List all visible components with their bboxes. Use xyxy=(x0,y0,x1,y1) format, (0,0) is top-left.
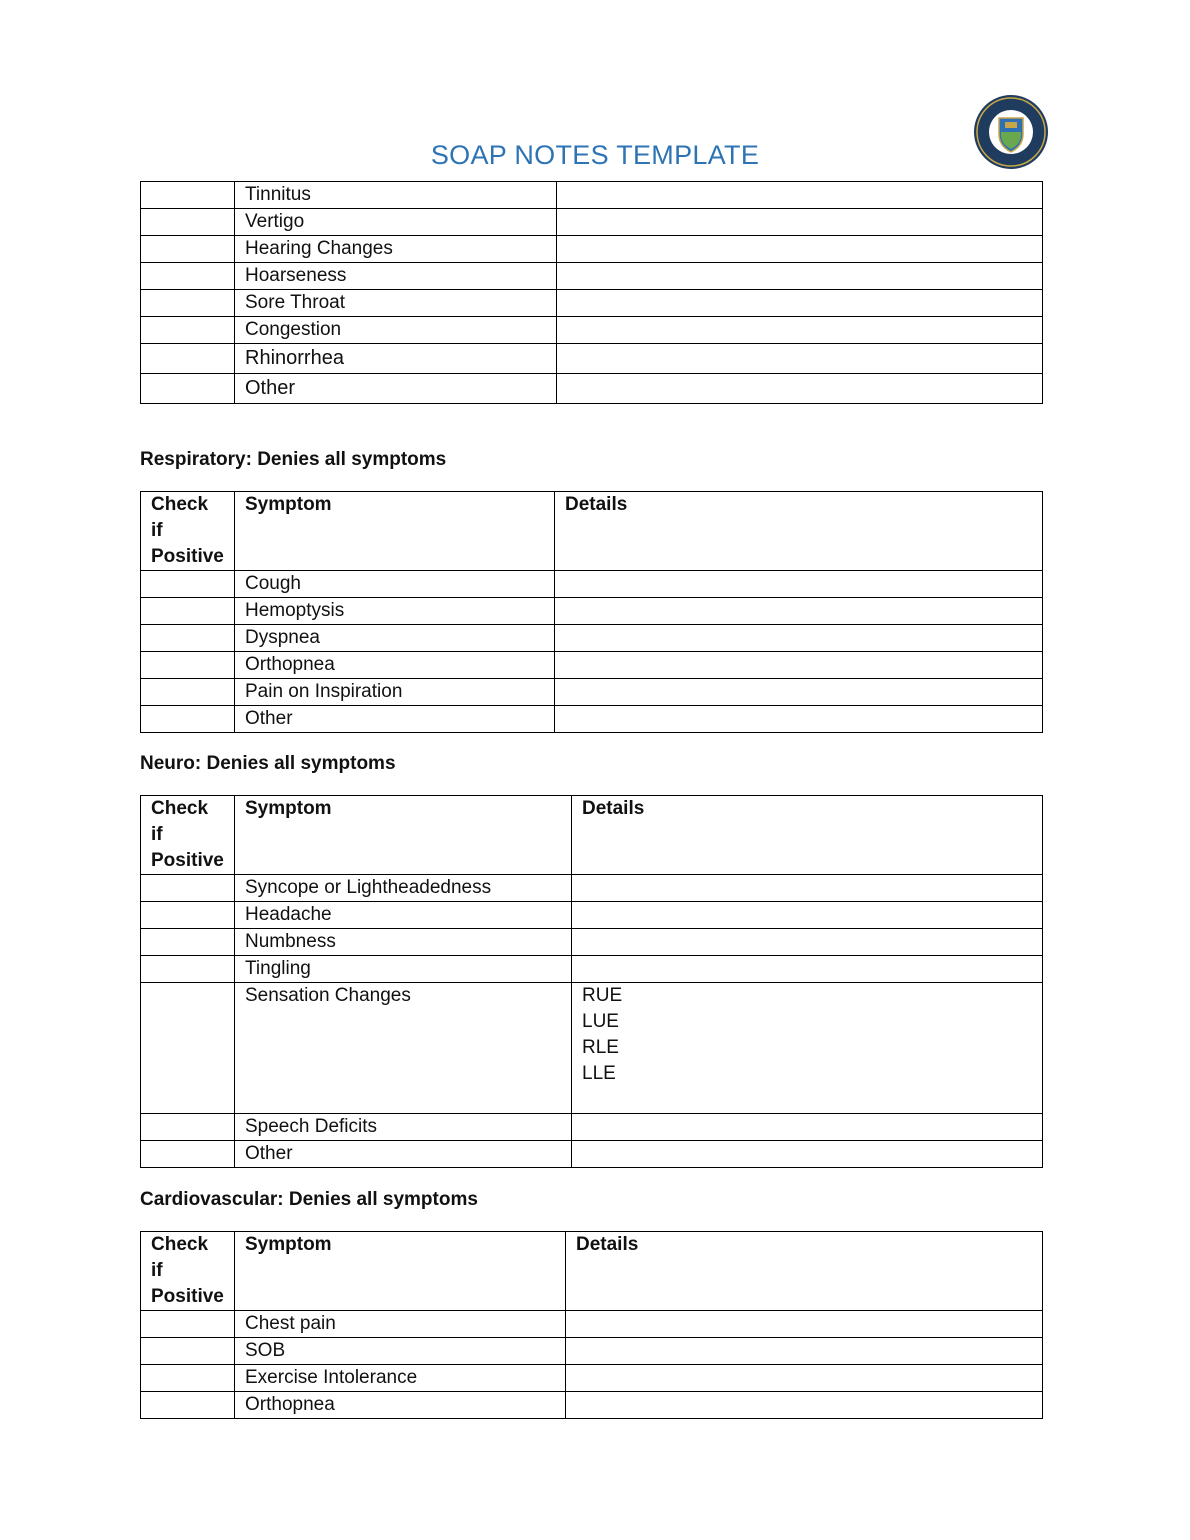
check-cell[interactable] xyxy=(141,598,235,625)
details-cell[interactable] xyxy=(572,875,1043,902)
symptom-cell: Speech Deficits xyxy=(235,1114,572,1141)
check-cell[interactable] xyxy=(141,236,235,263)
symptom-cell: Other xyxy=(235,706,555,733)
check-header-line1: Check if xyxy=(151,1234,209,1281)
details-cell[interactable] xyxy=(572,1141,1043,1168)
check-header-line2: Positive xyxy=(151,850,224,871)
check-cell[interactable] xyxy=(141,263,235,290)
symptom-cell: Cough xyxy=(235,571,555,598)
symptom-header: Symptom xyxy=(235,492,555,571)
details-cell[interactable] xyxy=(572,902,1043,929)
cardiovascular-heading: Cardiovascular: Denies all symptoms xyxy=(140,1189,478,1210)
symptom-cell: Hoarseness xyxy=(235,263,557,290)
details-cell[interactable] xyxy=(557,344,1043,374)
details-cell[interactable] xyxy=(566,1365,1043,1392)
symptom-cell: Numbness xyxy=(235,929,572,956)
details-cell[interactable] xyxy=(557,263,1043,290)
details-cell[interactable] xyxy=(555,652,1043,679)
symptom-cell: Other xyxy=(235,374,557,404)
symptom-cell: Sore Throat xyxy=(235,290,557,317)
symptom-cell: Exercise Intolerance xyxy=(235,1365,566,1392)
detail-line-lue: LUE xyxy=(582,1011,619,1032)
symptom-cell: Orthopnea xyxy=(235,652,555,679)
symptom-cell: Other xyxy=(235,1141,572,1168)
check-cell[interactable] xyxy=(141,209,235,236)
check-cell[interactable] xyxy=(141,1114,235,1141)
check-cell[interactable] xyxy=(141,956,235,983)
symptom-cell: Dyspnea xyxy=(235,625,555,652)
check-header-line2: Positive xyxy=(151,546,224,567)
symptom-header: Symptom xyxy=(235,796,572,875)
check-header xyxy=(141,1232,235,1311)
symptom-cell: Tinnitus xyxy=(235,182,557,209)
check-cell[interactable] xyxy=(141,679,235,706)
neuro-symptom-table xyxy=(140,795,1043,1168)
symptom-cell: Hemoptysis xyxy=(235,598,555,625)
check-header-line2: Positive xyxy=(151,1286,224,1307)
details-cell[interactable] xyxy=(566,1311,1043,1338)
ent-symptom-table xyxy=(140,181,1043,404)
details-cell[interactable] xyxy=(557,209,1043,236)
check-cell[interactable] xyxy=(141,875,235,902)
check-cell[interactable] xyxy=(141,1338,235,1365)
symptom-cell: Orthopnea xyxy=(235,1392,566,1419)
details-header: Details xyxy=(572,796,1043,875)
university-seal-icon xyxy=(972,94,1050,170)
check-cell[interactable] xyxy=(141,902,235,929)
details-cell[interactable] xyxy=(555,571,1043,598)
details-cell[interactable] xyxy=(555,598,1043,625)
details-cell[interactable] xyxy=(557,290,1043,317)
check-cell[interactable] xyxy=(141,706,235,733)
detail-line-rle: RLE xyxy=(582,1037,619,1058)
details-cell[interactable] xyxy=(566,1392,1043,1419)
check-cell[interactable] xyxy=(141,1141,235,1168)
details-cell[interactable] xyxy=(557,182,1043,209)
details-cell[interactable] xyxy=(557,236,1043,263)
details-cell[interactable] xyxy=(566,1338,1043,1365)
details-cell[interactable] xyxy=(555,706,1043,733)
check-cell[interactable] xyxy=(141,290,235,317)
symptom-header: Symptom xyxy=(235,1232,566,1311)
details-cell[interactable] xyxy=(572,929,1043,956)
check-header-line1: Check if xyxy=(151,798,209,845)
check-cell[interactable] xyxy=(141,344,235,374)
symptom-cell: Syncope or Lightheadedness xyxy=(235,875,572,902)
check-cell[interactable] xyxy=(141,571,235,598)
check-cell[interactable] xyxy=(141,374,235,404)
details-header: Details xyxy=(566,1232,1043,1311)
detail-line-lle: LLE xyxy=(582,1063,616,1084)
symptom-cell: Congestion xyxy=(235,317,557,344)
cardiovascular-symptom-table xyxy=(140,1231,1043,1419)
details-header: Details xyxy=(555,492,1043,571)
detail-line-rue: RUE xyxy=(582,985,623,1006)
symptom-cell: Headache xyxy=(235,902,572,929)
details-cell[interactable] xyxy=(572,1114,1043,1141)
check-cell[interactable] xyxy=(141,1392,235,1419)
details-cell[interactable] xyxy=(557,317,1043,344)
check-cell[interactable] xyxy=(141,317,235,344)
check-cell[interactable] xyxy=(141,1365,235,1392)
symptom-cell: Sensation Changes xyxy=(235,983,572,1114)
check-cell[interactable] xyxy=(141,652,235,679)
check-cell[interactable] xyxy=(141,1311,235,1338)
check-cell[interactable] xyxy=(141,929,235,956)
check-header xyxy=(141,492,235,571)
check-header xyxy=(141,796,235,875)
neuro-heading: Neuro: Denies all symptoms xyxy=(140,753,396,774)
page-title: SOAP NOTES TEMPLATE xyxy=(430,140,760,170)
symptom-cell: Pain on Inspiration xyxy=(235,679,555,706)
symptom-cell: Hearing Changes xyxy=(235,236,557,263)
details-cell[interactable] xyxy=(557,374,1043,404)
check-header-line1: Check if xyxy=(151,494,209,541)
check-cell[interactable] xyxy=(141,182,235,209)
details-cell[interactable] xyxy=(555,679,1043,706)
sensation-details-cell[interactable] xyxy=(572,983,1043,1114)
symptom-cell: Chest pain xyxy=(235,1311,566,1338)
symptom-cell: Vertigo xyxy=(235,209,557,236)
symptom-cell: Rhinorrhea xyxy=(235,344,557,374)
respiratory-heading: Respiratory: Denies all symptoms xyxy=(140,449,447,470)
check-cell[interactable] xyxy=(141,983,235,1114)
details-cell[interactable] xyxy=(572,956,1043,983)
symptom-cell: SOB xyxy=(235,1338,566,1365)
respiratory-symptom-table xyxy=(140,491,1043,733)
symptom-cell: Tingling xyxy=(235,956,572,983)
check-cell[interactable] xyxy=(141,625,235,652)
details-cell[interactable] xyxy=(555,625,1043,652)
